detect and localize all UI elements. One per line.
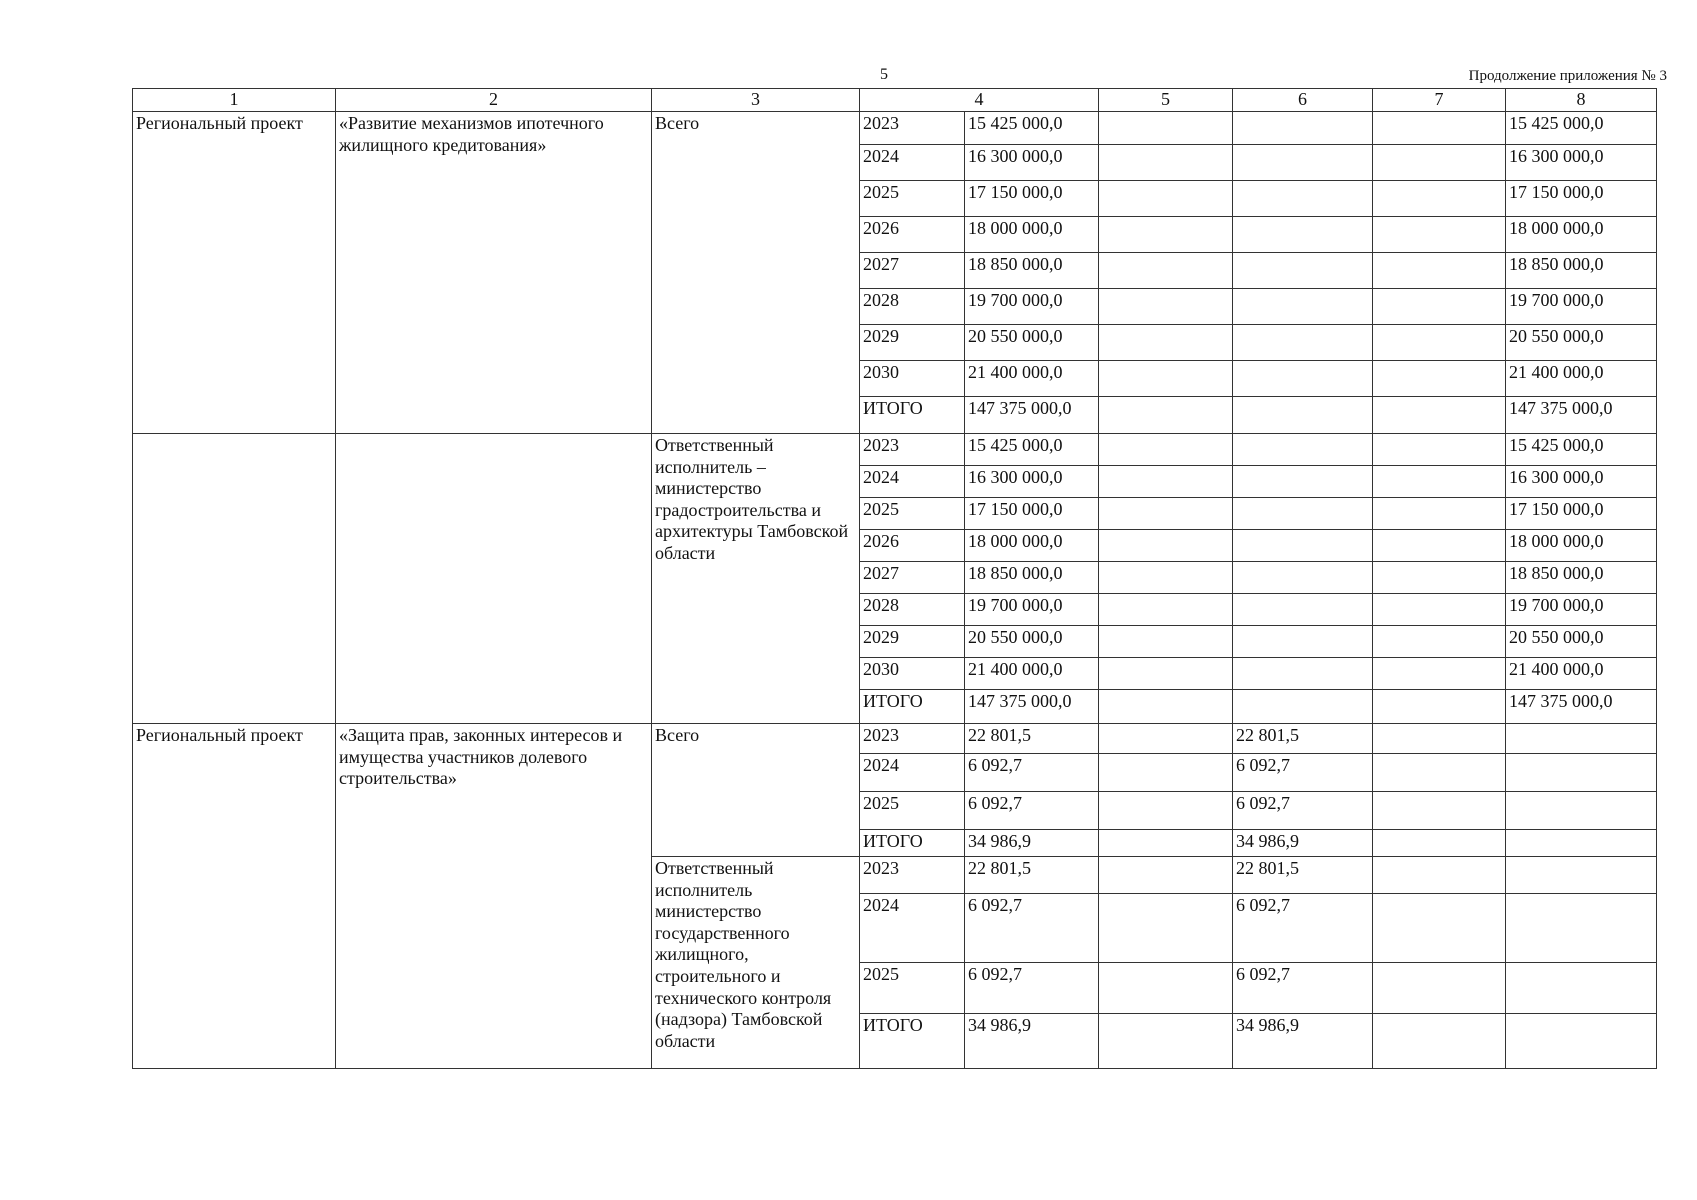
amount-cell: 34 986,9	[1233, 1014, 1373, 1069]
year-cell: 2026	[860, 530, 965, 562]
empty-cell	[1099, 857, 1233, 894]
amount-cell: 21 400 000,0	[1506, 658, 1657, 690]
empty-cell	[1373, 690, 1506, 724]
amount-cell: 6 092,7	[965, 754, 1099, 792]
column-header: 7	[1373, 89, 1506, 112]
empty-cell	[1373, 562, 1506, 594]
empty-cell	[1099, 253, 1233, 289]
amount-cell	[1506, 792, 1657, 830]
year-cell: 2027	[860, 253, 965, 289]
amount-cell: 22 801,5	[1233, 857, 1373, 894]
year-cell: 2024	[860, 754, 965, 792]
empty-cell	[1099, 830, 1233, 857]
amount-cell	[1506, 894, 1657, 963]
amount-cell	[1233, 562, 1373, 594]
column-header: 6	[1233, 89, 1373, 112]
amount-cell: 20 550 000,0	[1506, 325, 1657, 361]
empty-cell	[1373, 894, 1506, 963]
empty-cell	[1373, 145, 1506, 181]
amount-cell: 19 700 000,0	[965, 289, 1099, 325]
amount-cell: 20 550 000,0	[965, 626, 1099, 658]
empty-cell	[1099, 434, 1233, 466]
amount-cell	[1233, 325, 1373, 361]
amount-cell: 6 092,7	[1233, 754, 1373, 792]
executor-cell: Всего	[652, 112, 860, 434]
amount-cell: 19 700 000,0	[1506, 594, 1657, 626]
year-cell: 2026	[860, 217, 965, 253]
empty-cell	[1099, 963, 1233, 1014]
amount-cell	[1506, 1014, 1657, 1069]
empty-cell	[1373, 112, 1506, 145]
table-row	[133, 112, 1657, 145]
amount-cell: 18 000 000,0	[965, 530, 1099, 562]
year-cell: 2028	[860, 594, 965, 626]
amount-cell: 147 375 000,0	[1506, 397, 1657, 434]
amount-cell: 147 375 000,0	[965, 690, 1099, 724]
year-cell: 2023	[860, 724, 965, 754]
year-cell: 2027	[860, 562, 965, 594]
year-cell: 2029	[860, 325, 965, 361]
amount-cell: 15 425 000,0	[965, 112, 1099, 145]
amount-cell	[1233, 626, 1373, 658]
amount-cell: 22 801,5	[965, 724, 1099, 754]
header-row	[133, 89, 1657, 112]
project-type-cell: Региональный проект	[133, 724, 336, 1069]
column-header: 5	[1099, 89, 1233, 112]
amount-cell: 17 150 000,0	[965, 498, 1099, 530]
empty-cell	[1373, 1014, 1506, 1069]
amount-cell: 6 092,7	[1233, 792, 1373, 830]
year-cell: 2028	[860, 289, 965, 325]
amount-cell: 20 550 000,0	[965, 325, 1099, 361]
amount-cell: 16 300 000,0	[1506, 466, 1657, 498]
amount-cell: 147 375 000,0	[1506, 690, 1657, 724]
empty-cell	[1099, 754, 1233, 792]
amount-cell	[1233, 361, 1373, 397]
continuation-label: Продолжение приложения № 3	[1468, 68, 1667, 84]
empty-cell	[1373, 626, 1506, 658]
empty-cell	[1373, 434, 1506, 466]
amount-cell	[1233, 690, 1373, 724]
amount-cell: 34 986,9	[965, 1014, 1099, 1069]
empty-cell	[1373, 498, 1506, 530]
empty-cell	[1373, 830, 1506, 857]
year-cell: 2030	[860, 361, 965, 397]
empty-cell	[1099, 181, 1233, 217]
empty-cell	[1099, 594, 1233, 626]
amount-cell: 6 092,7	[965, 894, 1099, 963]
amount-cell	[1233, 397, 1373, 434]
empty-cell	[1373, 361, 1506, 397]
empty-cell	[1373, 289, 1506, 325]
project-name-cell	[336, 434, 652, 724]
year-cell: 2024	[860, 145, 965, 181]
empty-cell	[1373, 792, 1506, 830]
year-cell: 2024	[860, 894, 965, 963]
empty-cell	[1099, 217, 1233, 253]
executor-cell: Ответственный исполнитель министерство государственного жилищного, строительного и технического контроля (надзора) Тамбовской области	[652, 857, 860, 1069]
year-cell: 2025	[860, 792, 965, 830]
amount-cell	[1506, 754, 1657, 792]
empty-cell	[1099, 361, 1233, 397]
amount-cell: 16 300 000,0	[965, 145, 1099, 181]
total-label-cell: ИТОГО	[860, 690, 965, 724]
empty-cell	[1099, 658, 1233, 690]
amount-cell	[1233, 434, 1373, 466]
amount-cell	[1506, 830, 1657, 857]
empty-cell	[1099, 325, 1233, 361]
column-header: 2	[336, 89, 652, 112]
budget-table	[132, 88, 1657, 1069]
column-header: 8	[1506, 89, 1657, 112]
amount-cell	[1506, 857, 1657, 894]
amount-cell: 6 092,7	[1233, 963, 1373, 1014]
amount-cell: 18 000 000,0	[1506, 217, 1657, 253]
empty-cell	[1099, 562, 1233, 594]
empty-cell	[1099, 724, 1233, 754]
amount-cell	[1233, 181, 1373, 217]
empty-cell	[1099, 466, 1233, 498]
amount-cell: 22 801,5	[965, 857, 1099, 894]
amount-cell: 18 850 000,0	[1506, 253, 1657, 289]
empty-cell	[1373, 658, 1506, 690]
empty-cell	[1373, 754, 1506, 792]
empty-cell	[1099, 530, 1233, 562]
amount-cell: 21 400 000,0	[1506, 361, 1657, 397]
amount-cell: 34 986,9	[1233, 830, 1373, 857]
amount-cell: 147 375 000,0	[965, 397, 1099, 434]
amount-cell	[1233, 466, 1373, 498]
empty-cell	[1099, 289, 1233, 325]
amount-cell: 15 425 000,0	[1506, 112, 1657, 145]
amount-cell: 18 850 000,0	[1506, 562, 1657, 594]
amount-cell: 20 550 000,0	[1506, 626, 1657, 658]
empty-cell	[1373, 253, 1506, 289]
empty-cell	[1373, 466, 1506, 498]
amount-cell: 15 425 000,0	[965, 434, 1099, 466]
project-name-cell: «Развитие механизмов ипотечного жилищного кредитования»	[336, 112, 652, 434]
amount-cell: 18 000 000,0	[965, 217, 1099, 253]
amount-cell: 21 400 000,0	[965, 361, 1099, 397]
amount-cell	[1233, 530, 1373, 562]
amount-cell: 19 700 000,0	[965, 594, 1099, 626]
amount-cell	[1233, 253, 1373, 289]
total-label-cell: ИТОГО	[860, 1014, 965, 1069]
amount-cell: 17 150 000,0	[1506, 498, 1657, 530]
empty-cell	[1099, 894, 1233, 963]
year-cell: 2023	[860, 857, 965, 894]
year-cell: 2029	[860, 626, 965, 658]
amount-cell	[1233, 217, 1373, 253]
amount-cell: 19 700 000,0	[1506, 289, 1657, 325]
year-cell: 2023	[860, 112, 965, 145]
empty-cell	[1373, 325, 1506, 361]
year-cell: 2024	[860, 466, 965, 498]
amount-cell: 18 000 000,0	[1506, 530, 1657, 562]
empty-cell	[1373, 397, 1506, 434]
empty-cell	[1099, 690, 1233, 724]
amount-cell: 17 150 000,0	[965, 181, 1099, 217]
empty-cell	[1373, 724, 1506, 754]
table-row	[133, 724, 1657, 754]
page-number: 5	[880, 66, 888, 83]
project-name-cell: «Защита прав, законных интересов и имущества участников долевого строительства»	[336, 724, 652, 1069]
empty-cell	[1373, 530, 1506, 562]
empty-cell	[1099, 498, 1233, 530]
amount-cell	[1233, 498, 1373, 530]
amount-cell	[1233, 112, 1373, 145]
empty-cell	[1373, 217, 1506, 253]
amount-cell	[1233, 289, 1373, 325]
empty-cell	[1099, 145, 1233, 181]
amount-cell: 6 092,7	[965, 963, 1099, 1014]
amount-cell: 16 300 000,0	[965, 466, 1099, 498]
amount-cell: 15 425 000,0	[1506, 434, 1657, 466]
year-cell: 2025	[860, 963, 965, 1014]
executor-cell: Ответственный исполнитель – министерство градостроительства и архитектуры Тамбовской области	[652, 434, 860, 724]
year-cell: 2025	[860, 181, 965, 217]
table-row	[133, 434, 1657, 466]
amount-cell: 18 850 000,0	[965, 562, 1099, 594]
amount-cell	[1233, 594, 1373, 626]
empty-cell	[1373, 181, 1506, 217]
amount-cell	[1506, 963, 1657, 1014]
year-cell: 2025	[860, 498, 965, 530]
amount-cell: 22 801,5	[1233, 724, 1373, 754]
empty-cell	[1099, 626, 1233, 658]
total-label-cell: ИТОГО	[860, 397, 965, 434]
project-type-cell	[133, 434, 336, 724]
total-label-cell: ИТОГО	[860, 830, 965, 857]
amount-cell	[1233, 145, 1373, 181]
column-header: 3	[652, 89, 860, 112]
empty-cell	[1373, 594, 1506, 626]
executor-cell: Всего	[652, 724, 860, 857]
empty-cell	[1373, 857, 1506, 894]
amount-cell: 34 986,9	[965, 830, 1099, 857]
year-cell: 2023	[860, 434, 965, 466]
empty-cell	[1099, 112, 1233, 145]
amount-cell: 6 092,7	[965, 792, 1099, 830]
empty-cell	[1099, 1014, 1233, 1069]
amount-cell: 18 850 000,0	[965, 253, 1099, 289]
project-type-cell: Региональный проект	[133, 112, 336, 434]
year-cell: 2030	[860, 658, 965, 690]
empty-cell	[1373, 963, 1506, 1014]
amount-cell: 17 150 000,0	[1506, 181, 1657, 217]
amount-cell: 16 300 000,0	[1506, 145, 1657, 181]
amount-cell	[1506, 724, 1657, 754]
column-header: 1	[133, 89, 336, 112]
amount-cell: 21 400 000,0	[965, 658, 1099, 690]
empty-cell	[1099, 397, 1233, 434]
empty-cell	[1099, 792, 1233, 830]
amount-cell	[1233, 658, 1373, 690]
column-header: 4	[860, 89, 1099, 112]
amount-cell: 6 092,7	[1233, 894, 1373, 963]
